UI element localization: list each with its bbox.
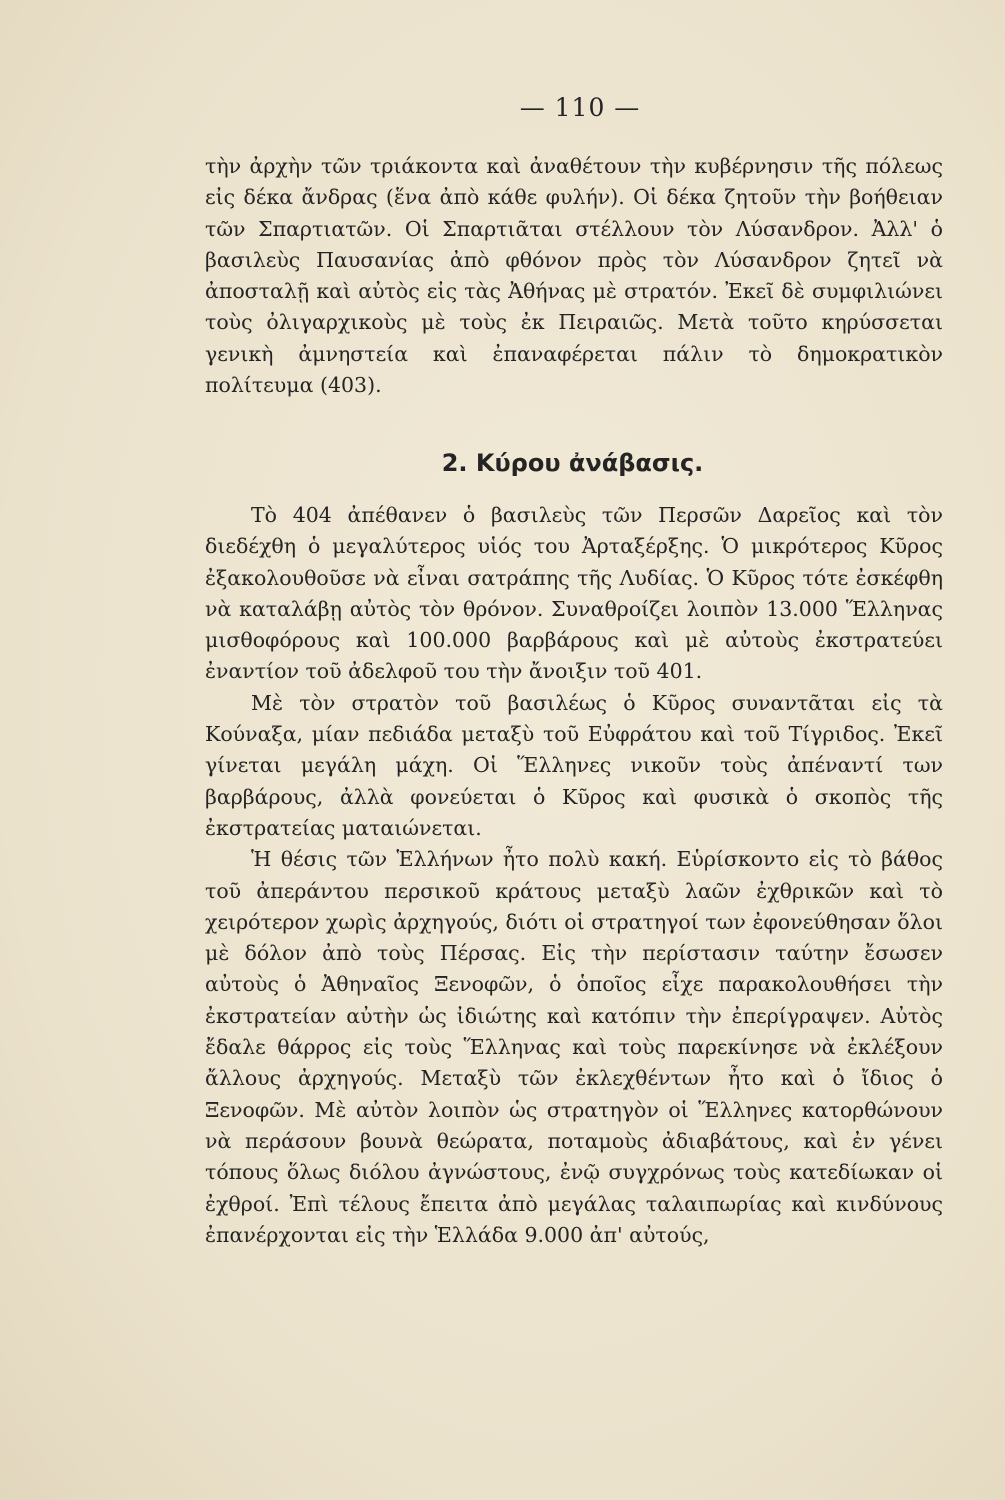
paragraph-3: Ἡ θέσις τῶν Ἑλλήνων ἦτο πολὺ κακή. Εὑρίσκοντο εἰς τὸ βάθος τοῦ ἀπεράντου περσικοῦ κράτους μεταξὺ λαῶν ἐχθρικῶν καὶ τὸ χειρότερον χωρὶς ἀρχηγούς, διότι οἱ στρατηγοί των ἐφονεύθησαν ὅλοι μὲ δόλον ἀπὸ τοὺς Πέρσας. Εἰς τὴν περίστασιν ταύτην ἔσωσεν αὐτοὺς ὁ Ἀθηναῖος Ξενοφῶν, ὁ ὁποῖος εἶχε παρακολουθήσει τὴν ἐκστρατείαν αὐτὴν ὡς ἰδιώτης καὶ κατόπιν τὴν ἐπερίγραψεν. Αὐτὸς ἔδαλε θάρρος εἰς τοὺς Ἕλληνας καὶ τοὺς παρεκίνησε νὰ ἐκλέξουν ἄλλους ἀρχηγούς. Μεταξὺ τῶν ἐκλεχθέντων ἦτο καὶ ὁ ἴδιος ὁ Ξενοφῶν. Μὲ αὐτὸν λοιπὸν ὡς στρατηγὸν οἱ Ἕλληνες κατορθώνουν νὰ περάσουν βουνὰ θεώρατα, ποταμοὺς ἀδιαβάτους, καὶ ἐν γένει τόπους ὅλως διόλου ἀγνώστους, ἐνῷ συγχρόνως τοὺς κατεδίωκαν οἱ ἐχθροί. Ἐπὶ τέλους ἔπειτα ἀπὸ μεγάλας ταλαιπωρίας καὶ κινδύνους ἐπανέρχονται εἰς τὴν Ἑλλάδα 9.000 ἀπ' αὐτούς, [205, 847, 943, 1247]
intro-paragraph: τὴν ἀρχὴν τῶν τριάκοντα καὶ ἀναθέτουν τὴν κυβέρνησιν τῆς πόλεως εἰς δέκα ἄνδρας (ἕνα ἀπὸ κάθε φυλήν). Οἱ δέκα ζητοῦν τὴν βοήθειαν τῶν Σπαρτιατῶν. Οἱ Σπαρτιᾶται στέλλουν τὸν Λύσανδρον. Ἀλλ' ὁ βασιλεὺς Παυσανίας ἀπὸ φθόνον πρὸς τὸν Λύσανδρον ζητεῖ νὰ ἀποσταλῇ καὶ αὐτὸς εἰς τὰς Ἀθήνας μὲ στρατόν. Ἐκεῖ δὲ συμφιλιώνει τοὺς ὀλιγαρχικοὺς μὲ τοὺς ἐκ Πειραιῶς. Μετὰ τοῦτο κηρύσσεται γενικὴ ἀμνηστεία καὶ ἐπαναφέρεται πάλιν τὸ δημοκρατικὸν πολίτευμα (403). [205, 154, 943, 398]
paragraph-2: Μὲ τὸν στρατὸν τοῦ βασιλέως ὁ Κῦρος συναντᾶται εἰς τὰ Κούναξα, μίαν πεδιάδα μεταξὺ τοῦ Εὐφράτου καὶ τοῦ Τίγριδος. Ἐκεῖ γίνεται μεγάλη μάχη. Οἱ Ἕλληνες νικοῦν τοὺς ἀπέναντί των βαρβάρους, ἀλλὰ φονεύεται ὁ Κῦρος καὶ φυσικὰ ὁ σκοπὸς τῆς ἐκστρατείας ματαιώνεται. [205, 690, 943, 840]
section-heading-text: 2. Κύρου ἀνάβασις. [441, 449, 704, 477]
intro-text [205, 151, 943, 401]
paragraph-1: Τὸ 404 ἀπέθανεν ὁ βασιλεὺς τῶν Περσῶν Δαρεῖος καὶ τὸν διεδέχθη ὁ μεγαλύτερος υἱός του Ἀρταξέρξης. Ὁ μικρότερος Κῦρος ἐξακολουθοῦσε νὰ εἶναι σατράπης τῆς Λυδίας. Ὁ Κῦρος τότε ἐσκέφθη νὰ καταλάβῃ αὐτὸς τὸν θρόνον. Συναθροίζει λοιπὸν 13.000 Ἕλληνας μισθοφόρους καὶ 100.000 βαρβάρους καὶ μὲ αὐτοὺς ἐκστρατεύει ἐναντίον τοῦ ἀδελφοῦ του τὴν ἄνοιξιν τοῦ 401. [205, 503, 943, 684]
page-number: — 110 — [519, 93, 641, 122]
section-body [205, 500, 943, 1251]
section-heading [0, 448, 1005, 477]
